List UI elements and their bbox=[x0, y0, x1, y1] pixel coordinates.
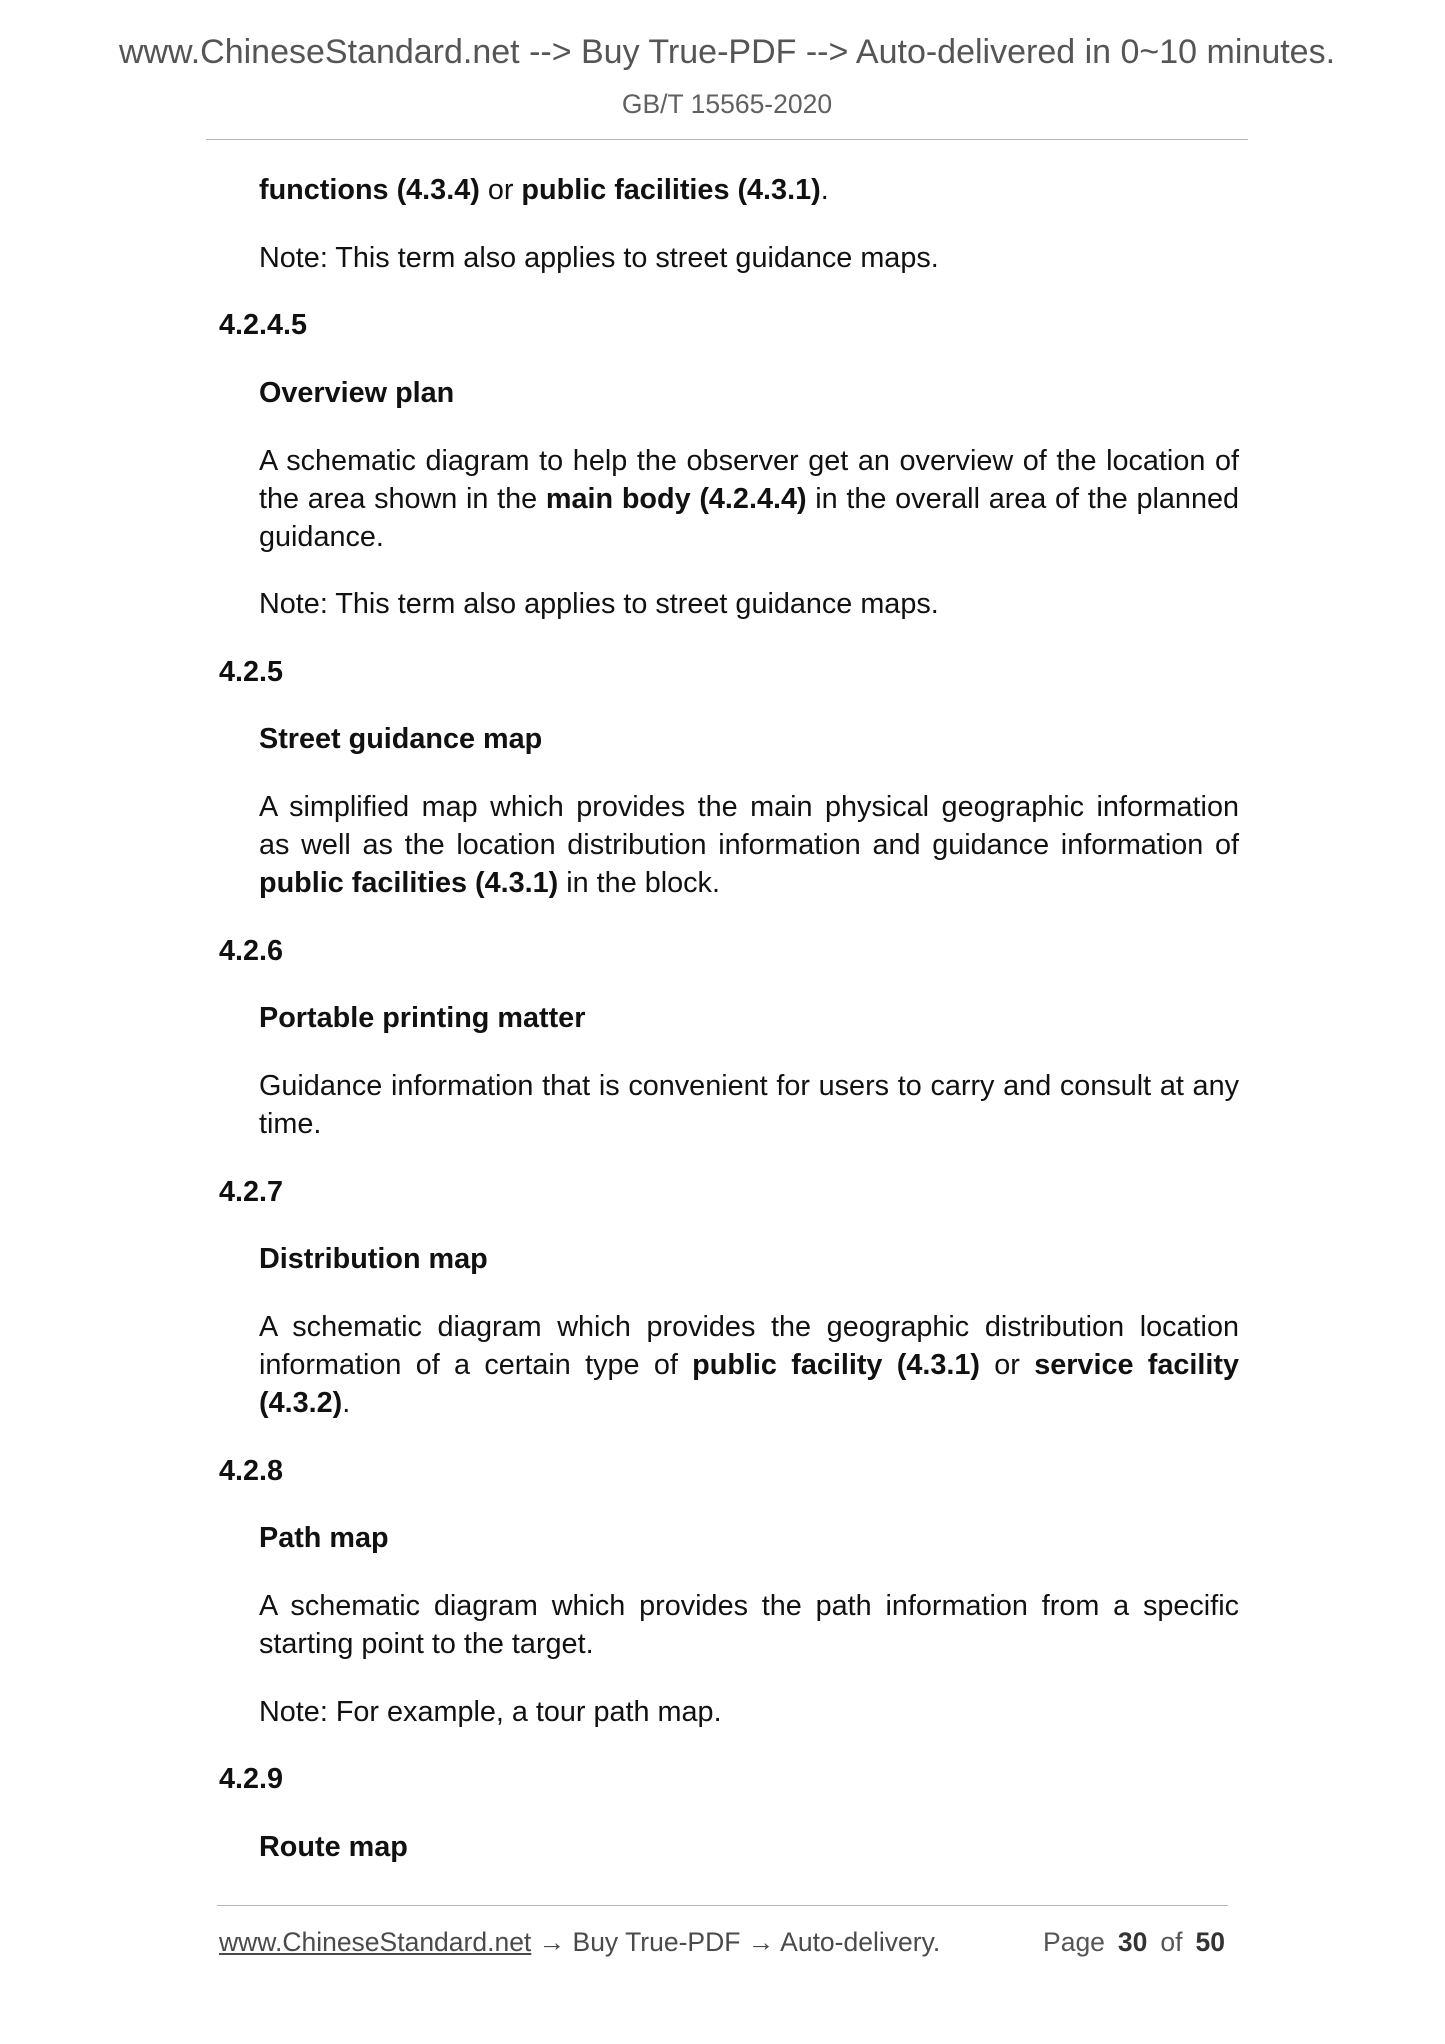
term-number: 4.2.6 bbox=[219, 934, 284, 967]
definition-text: starting point to the target. bbox=[259, 1627, 594, 1660]
header-divider bbox=[206, 139, 1248, 140]
definition-text: or bbox=[979, 1348, 1035, 1381]
footer-promo bbox=[219, 1925, 940, 1959]
definition-text: A schematic diagram to help the observer get an overview of the location of bbox=[259, 444, 1239, 477]
term-title: Street guidance map bbox=[259, 723, 543, 756]
definition-text: the area shown in the bbox=[259, 482, 546, 515]
term-title: Overview plan bbox=[259, 376, 455, 409]
definition-line bbox=[259, 1308, 1239, 1346]
definition-line bbox=[259, 518, 1239, 556]
definition-text: in the block. bbox=[558, 867, 720, 900]
definition-text: as well as the location distribution information and guidance information of bbox=[259, 829, 1239, 862]
term-reference: public facilities (4.3.1) bbox=[521, 174, 821, 206]
term-definition bbox=[259, 1067, 1239, 1143]
definition-line bbox=[259, 1346, 1239, 1384]
body-text: or bbox=[479, 174, 522, 206]
definition-text: in the overall area of the planned bbox=[806, 482, 1239, 515]
note: Note: This term also applies to street guidance maps. bbox=[259, 588, 939, 621]
definition-line bbox=[259, 1587, 1239, 1625]
term-number: 4.2.4.5 bbox=[219, 309, 308, 342]
definition-text: . bbox=[342, 1386, 351, 1419]
definition-text: information of a certain type of bbox=[259, 1348, 693, 1381]
standard-number: GB/T 15565-2020 bbox=[621, 89, 833, 119]
term-reference: service facility bbox=[1034, 1348, 1239, 1381]
current-page: 30 bbox=[1117, 1927, 1148, 1957]
definition-text: A simplified map which provides the main physical geographic information bbox=[259, 791, 1239, 824]
document-body bbox=[219, 171, 1239, 1895]
note: Note: For example, a tour path map. bbox=[259, 1695, 722, 1728]
definition-line bbox=[259, 442, 1239, 480]
term-reference: public facilities (4.3.1) bbox=[259, 867, 559, 900]
term-title: Route map bbox=[259, 1830, 408, 1863]
term-title: Path map bbox=[259, 1522, 389, 1555]
term-number: 4.2.5 bbox=[219, 655, 284, 688]
page-label: Page bbox=[1043, 1927, 1105, 1957]
term-reference: main body (4.2.4.4) bbox=[545, 482, 807, 515]
term-reference: public facility (4.3.1) bbox=[692, 1348, 980, 1381]
definition-text: A schematic diagram which provides the path information from a specific bbox=[259, 1589, 1239, 1622]
definition-line bbox=[259, 788, 1239, 826]
total-pages: 50 bbox=[1195, 1927, 1225, 1957]
term-number: 4.2.8 bbox=[219, 1454, 284, 1487]
page-of-label: of bbox=[1160, 1927, 1183, 1957]
page-indicator bbox=[1043, 1925, 1225, 1959]
term-title: Distribution map bbox=[259, 1243, 488, 1276]
definition-text: A schematic diagram which provides the geographic distribution location bbox=[259, 1310, 1239, 1343]
definition-line bbox=[259, 1067, 1239, 1105]
definition-line bbox=[259, 826, 1239, 864]
site-link[interactable]: www.ChineseStandard.net bbox=[219, 1927, 532, 1957]
term-definition bbox=[259, 442, 1239, 556]
definition-text: time. bbox=[259, 1108, 322, 1141]
definition-text: guidance. bbox=[259, 520, 384, 553]
footer-divider bbox=[217, 1905, 1228, 1906]
definition-line bbox=[259, 1384, 1239, 1422]
term-reference: functions (4.3.4) bbox=[259, 174, 480, 206]
term-definition bbox=[259, 1587, 1239, 1663]
term-definition bbox=[259, 1308, 1239, 1422]
header-banner: www.ChineseStandard.net --> Buy True-PDF --> Auto-delivered in 0~10 minutes. bbox=[118, 33, 1336, 71]
definition-line bbox=[259, 864, 1239, 902]
term-reference: (4.3.2) bbox=[259, 1386, 343, 1419]
continued-text bbox=[259, 171, 1239, 209]
definition-line bbox=[259, 480, 1239, 518]
footer-promo-text: → Buy True-PDF → Auto-delivery. bbox=[531, 1927, 941, 1957]
term-number: 4.2.7 bbox=[219, 1175, 284, 1208]
body-text: . bbox=[820, 174, 829, 206]
note: Note: This term also applies to street guidance maps. bbox=[259, 241, 939, 274]
definition-line bbox=[259, 1105, 1239, 1143]
definition-line bbox=[259, 1625, 1239, 1663]
term-title: Portable printing matter bbox=[259, 1002, 586, 1035]
term-definition bbox=[259, 788, 1239, 902]
term-number: 4.2.9 bbox=[219, 1763, 284, 1796]
definition-text: Guidance information that is convenient for users to carry and consult at any bbox=[259, 1070, 1239, 1103]
